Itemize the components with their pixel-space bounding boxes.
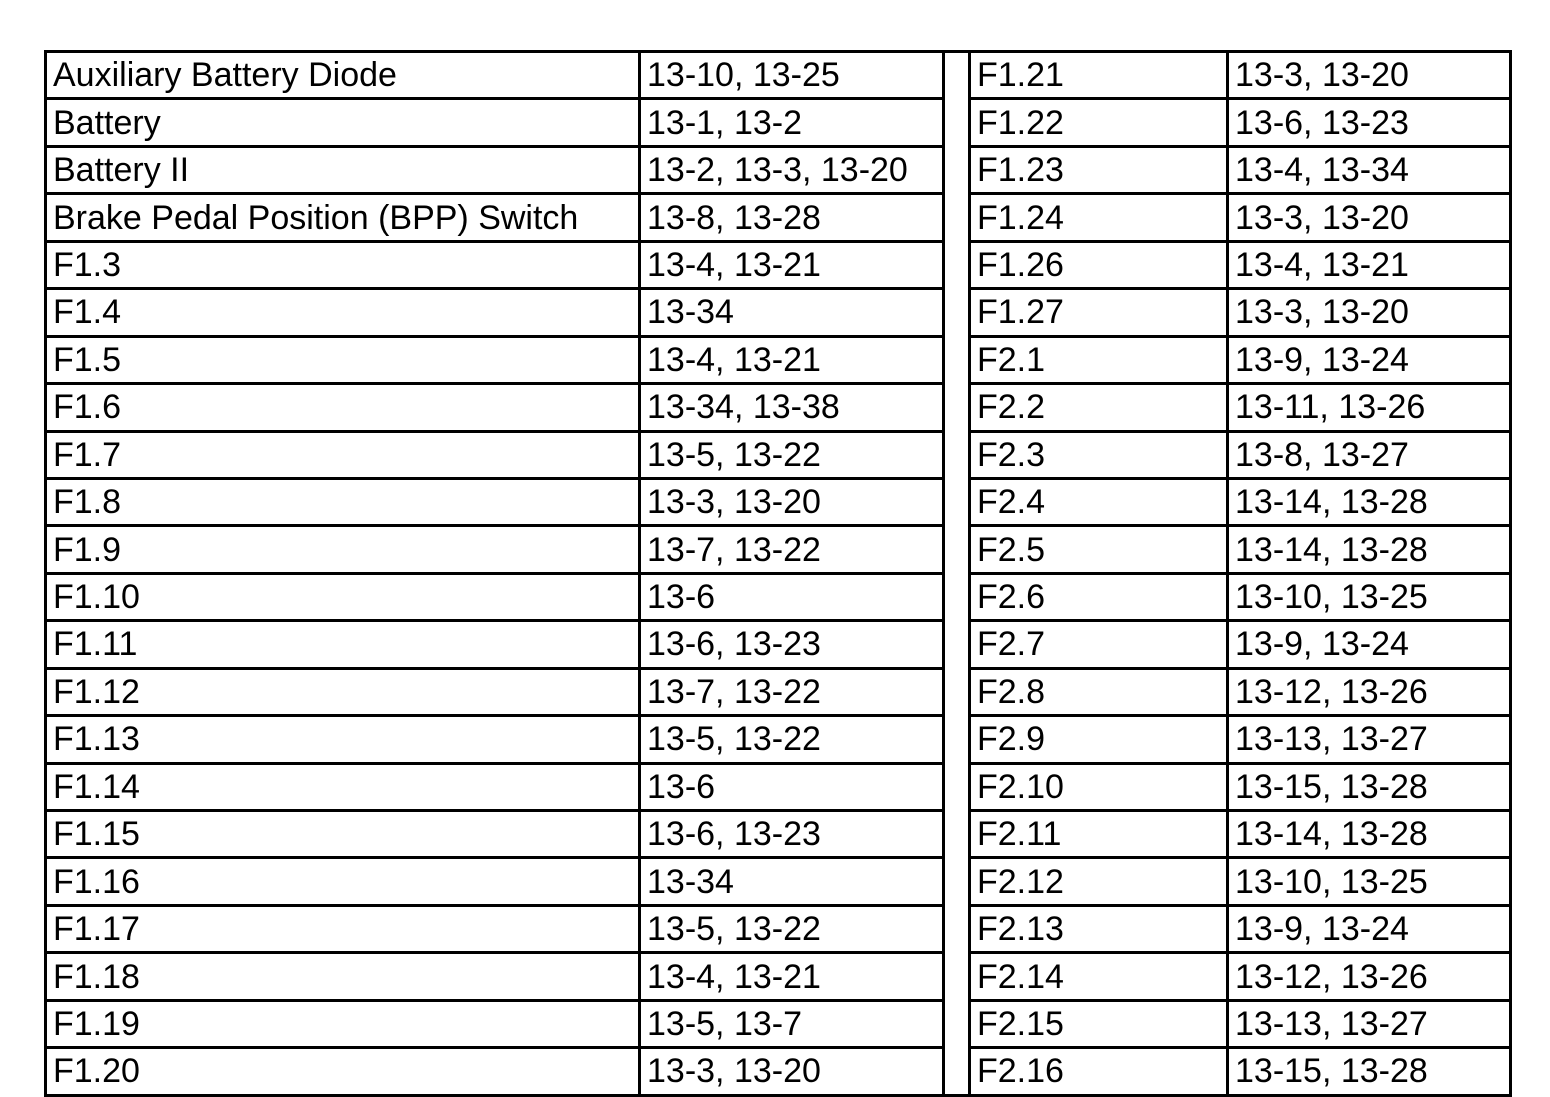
right-component-cell: F1.24 [970, 194, 1228, 241]
right-pages-cell: 13-11, 13-26 [1228, 384, 1511, 431]
left-component-cell: F1.18 [46, 953, 640, 1000]
right-pages-cell: 13-3, 13-20 [1228, 52, 1511, 99]
right-pages-cell: 13-10, 13-25 [1228, 858, 1511, 905]
right-pages-cell: 13-13, 13-27 [1228, 1000, 1511, 1047]
column-gap [944, 431, 970, 478]
right-pages-cell: 13-9, 13-24 [1228, 905, 1511, 952]
column-gap [944, 763, 970, 810]
left-pages-cell: 13-34, 13-38 [640, 384, 944, 431]
right-component-cell: F2.11 [970, 811, 1228, 858]
right-component-cell: F2.7 [970, 621, 1228, 668]
column-gap [944, 1000, 970, 1047]
table-row [46, 146, 1511, 193]
table-row [46, 1000, 1511, 1047]
left-pages-cell: 13-1, 13-2 [640, 99, 944, 146]
right-component-cell: F2.15 [970, 1000, 1228, 1047]
right-component-cell: F2.9 [970, 716, 1228, 763]
column-gap [944, 573, 970, 620]
left-pages-cell: 13-3, 13-20 [640, 478, 944, 525]
left-component-cell: F1.13 [46, 716, 640, 763]
table-row [46, 763, 1511, 810]
column-gap [944, 241, 970, 288]
left-component-cell: F1.3 [46, 241, 640, 288]
table-row [46, 858, 1511, 905]
component-index-table [44, 50, 1512, 1097]
left-pages-cell: 13-7, 13-22 [640, 526, 944, 573]
left-component-cell: F1.6 [46, 384, 640, 431]
right-component-cell: F2.16 [970, 1048, 1228, 1095]
column-gap [944, 194, 970, 241]
column-gap [944, 621, 970, 668]
column-gap [944, 526, 970, 573]
left-pages-cell: 13-4, 13-21 [640, 953, 944, 1000]
left-component-cell: Brake Pedal Position (BPP) Switch [46, 194, 640, 241]
left-pages-cell: 13-5, 13-22 [640, 431, 944, 478]
column-gap [944, 716, 970, 763]
left-pages-cell: 13-4, 13-21 [640, 241, 944, 288]
column-gap [944, 905, 970, 952]
left-component-cell: F1.9 [46, 526, 640, 573]
table-row [46, 289, 1511, 336]
right-component-cell: F2.2 [970, 384, 1228, 431]
left-pages-cell: 13-7, 13-22 [640, 668, 944, 715]
right-pages-cell: 13-3, 13-20 [1228, 194, 1511, 241]
right-component-cell: F1.26 [970, 241, 1228, 288]
left-pages-cell: 13-6, 13-23 [640, 621, 944, 668]
right-component-cell: F2.4 [970, 478, 1228, 525]
column-gap [944, 1048, 970, 1095]
left-pages-cell: 13-6, 13-23 [640, 811, 944, 858]
right-component-cell: F2.5 [970, 526, 1228, 573]
left-component-cell: F1.10 [46, 573, 640, 620]
right-pages-cell: 13-10, 13-25 [1228, 573, 1511, 620]
table-row [46, 431, 1511, 478]
table-row [46, 336, 1511, 383]
left-component-cell: Auxiliary Battery Diode [46, 52, 640, 99]
table-row [46, 716, 1511, 763]
right-pages-cell: 13-3, 13-20 [1228, 289, 1511, 336]
table-row [46, 905, 1511, 952]
left-component-cell: Battery II [46, 146, 640, 193]
column-gap [944, 668, 970, 715]
right-component-cell: F2.1 [970, 336, 1228, 383]
left-component-cell: F1.14 [46, 763, 640, 810]
right-component-cell: F2.12 [970, 858, 1228, 905]
left-pages-cell: 13-6 [640, 573, 944, 620]
right-pages-cell: 13-15, 13-28 [1228, 763, 1511, 810]
left-pages-cell: 13-34 [640, 858, 944, 905]
left-component-cell: F1.7 [46, 431, 640, 478]
left-pages-cell: 13-5, 13-22 [640, 905, 944, 952]
right-pages-cell: 13-9, 13-24 [1228, 621, 1511, 668]
right-pages-cell: 13-4, 13-34 [1228, 146, 1511, 193]
column-gap [944, 858, 970, 905]
right-pages-cell: 13-14, 13-28 [1228, 811, 1511, 858]
column-gap [944, 146, 970, 193]
left-pages-cell: 13-8, 13-28 [640, 194, 944, 241]
left-component-cell: F1.16 [46, 858, 640, 905]
left-pages-cell: 13-6 [640, 763, 944, 810]
table-row [46, 241, 1511, 288]
left-component-cell: Battery [46, 99, 640, 146]
right-component-cell: F2.10 [970, 763, 1228, 810]
right-component-cell: F1.21 [970, 52, 1228, 99]
column-gap [944, 953, 970, 1000]
right-pages-cell: 13-12, 13-26 [1228, 668, 1511, 715]
left-pages-cell: 13-10, 13-25 [640, 52, 944, 99]
column-gap [944, 99, 970, 146]
table-row [46, 621, 1511, 668]
left-pages-cell: 13-5, 13-22 [640, 716, 944, 763]
left-pages-cell: 13-34 [640, 289, 944, 336]
index-table-body [46, 52, 1511, 1096]
column-gap [944, 52, 970, 99]
left-component-cell: F1.5 [46, 336, 640, 383]
left-pages-cell: 13-3, 13-20 [640, 1048, 944, 1095]
right-pages-cell: 13-14, 13-28 [1228, 526, 1511, 573]
right-pages-cell: 13-4, 13-21 [1228, 241, 1511, 288]
right-pages-cell: 13-13, 13-27 [1228, 716, 1511, 763]
right-component-cell: F2.13 [970, 905, 1228, 952]
table-row [46, 384, 1511, 431]
table-row [46, 668, 1511, 715]
right-component-cell: F2.14 [970, 953, 1228, 1000]
column-gap [944, 336, 970, 383]
right-component-cell: F1.22 [970, 99, 1228, 146]
right-component-cell: F2.8 [970, 668, 1228, 715]
left-pages-cell: 13-5, 13-7 [640, 1000, 944, 1047]
right-pages-cell: 13-9, 13-24 [1228, 336, 1511, 383]
left-component-cell: F1.11 [46, 621, 640, 668]
right-pages-cell: 13-6, 13-23 [1228, 99, 1511, 146]
table-row [46, 811, 1511, 858]
left-pages-cell: 13-4, 13-21 [640, 336, 944, 383]
left-component-cell: F1.4 [46, 289, 640, 336]
left-component-cell: F1.8 [46, 478, 640, 525]
column-gap [944, 289, 970, 336]
table-row [46, 99, 1511, 146]
right-pages-cell: 13-15, 13-28 [1228, 1048, 1511, 1095]
right-component-cell: F2.3 [970, 431, 1228, 478]
table-row [46, 52, 1511, 99]
left-component-cell: F1.19 [46, 1000, 640, 1047]
right-component-cell: F1.23 [970, 146, 1228, 193]
table-row [46, 526, 1511, 573]
right-component-cell: F2.6 [970, 573, 1228, 620]
left-component-cell: F1.20 [46, 1048, 640, 1095]
column-gap [944, 384, 970, 431]
left-component-cell: F1.17 [46, 905, 640, 952]
right-pages-cell: 13-12, 13-26 [1228, 953, 1511, 1000]
left-pages-cell: 13-2, 13-3, 13-20 [640, 146, 944, 193]
column-gap [944, 811, 970, 858]
right-component-cell: F1.27 [970, 289, 1228, 336]
right-pages-cell: 13-14, 13-28 [1228, 478, 1511, 525]
table-row [46, 194, 1511, 241]
table-row [46, 478, 1511, 525]
right-pages-cell: 13-8, 13-27 [1228, 431, 1511, 478]
table-row [46, 1048, 1511, 1095]
column-gap [944, 478, 970, 525]
left-component-cell: F1.15 [46, 811, 640, 858]
table-row [46, 953, 1511, 1000]
table-row [46, 573, 1511, 620]
left-component-cell: F1.12 [46, 668, 640, 715]
